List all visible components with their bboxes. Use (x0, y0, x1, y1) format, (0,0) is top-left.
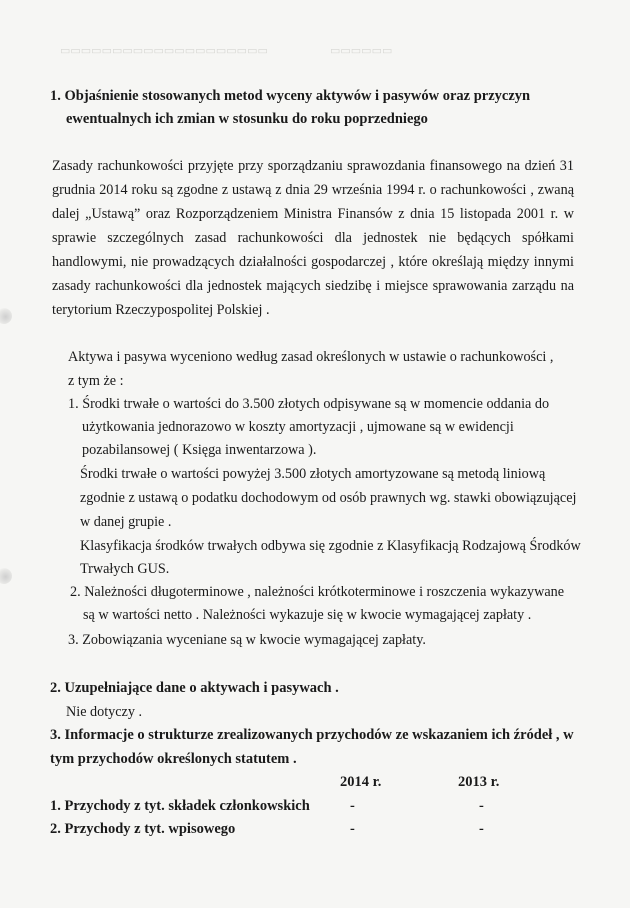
column-header-2013: 2013 r. (458, 774, 500, 790)
row-value-2014: - (350, 821, 355, 837)
row-value-2013: - (479, 821, 484, 837)
list-item-2-line: są w wartości netto . Należności wykazuje się w kwocie wymagającej zapłaty . (83, 607, 532, 623)
list-item-1-line: zgodnie z ustawą o podatku dochodowym od osób prawnych wg. stawki obowiązującej (80, 490, 577, 506)
section2-heading: 2. Uzupełniające dane o aktywach i pasywach . (50, 680, 339, 696)
list-item-1-line: Trwałych GUS. (80, 561, 170, 577)
row-label: 1. Przychody z tyt. składek członkowskich (50, 798, 310, 814)
list-item-1-line: Środki trwałe o wartości powyżej 3.500 złotych amortyzowane są metodą liniową (80, 466, 546, 482)
section3-heading-line2: tym przychodów określonych statutem . (50, 751, 297, 767)
list-item-2-line: 2. Należności długoterminowe , należności krótkoterminowe i roszczenia wykazywane (70, 584, 565, 600)
paragraph-line: grudnia 2014 roku są zgodne z ustawą z dnia 29 września 1994 r. o rachunkowości , zwaną (52, 182, 574, 198)
show-through-text: ▭▭▭▭▭▭▭▭▭▭▭▭▭▭▭▭▭▭▭▭ (60, 45, 268, 57)
paragraph-line: Zasady rachunkowości przyjęte przy sporządzaniu sprawozdania finansowego na dzień 31 (52, 158, 574, 174)
intro-line: z tym że : (68, 373, 124, 389)
paragraph-line: dalej „Ustawą” oraz Rozporządzeniem Ministra Finansów z dnia 15 listopada 2001 r. w (52, 206, 574, 222)
paragraph-line: handlowymi, nie prowadzących działalności gospodarczej , które określają między innymi (52, 254, 574, 270)
intro-line: Aktywa i pasywa wyceniono według zasad określonych w ustawie o rachunkowości , (68, 349, 554, 365)
list-item-1-line: w danej grupie . (80, 514, 172, 530)
section1-heading-line1: 1. Objaśnienie stosowanych metod wyceny aktywów i pasywów oraz przyczyn (50, 88, 531, 104)
section2-body: Nie dotyczy . (66, 704, 143, 720)
punch-hole (0, 308, 12, 324)
paragraph-line: zasady rachunkowości dla jednostek mających siedzibę i miejsce sprawowania zarządu na (52, 278, 574, 294)
list-item-1-line: pozabilansowej ( Księga inwentarzowa ). (82, 442, 317, 458)
paragraph-line: sprawie szczególnych zasad rachunkowości dla jednostek nie będących spółkami (52, 230, 574, 246)
section1-heading-line2: ewentualnych ich zmian w stosunku do roku poprzedniego (66, 111, 428, 127)
list-item-1-line: użytkowania jednorazowo w koszty amortyzacji , ujmowane są w ewidencji (82, 419, 514, 435)
column-header-2014: 2014 r. (340, 774, 382, 790)
show-through-text: ▭▭▭▭▭▭ (330, 45, 393, 57)
list-item-3-line: 3. Zobowiązania wyceniane są w kwocie wymagającej zapłaty. (68, 632, 426, 648)
row-value-2014: - (350, 798, 355, 814)
list-item-1-line: Klasyfikacja środków trwałych odbywa się zgodnie z Klasyfikacją Rodzajową Środków (80, 538, 581, 554)
row-label: 2. Przychody z tyt. wpisowego (50, 821, 236, 837)
list-item-1-line: 1. Środki trwałe o wartości do 3.500 złotych odpisywane są w momencie oddania do (68, 396, 550, 412)
punch-hole (0, 568, 12, 584)
row-value-2013: - (479, 798, 484, 814)
paragraph-line: terytorium Rzeczypospolitej Polskiej . (52, 302, 270, 318)
section3-heading-line1: 3. Informacje o strukturze zrealizowanych przychodów ze wskazaniem ich źródeł , w (50, 727, 574, 743)
